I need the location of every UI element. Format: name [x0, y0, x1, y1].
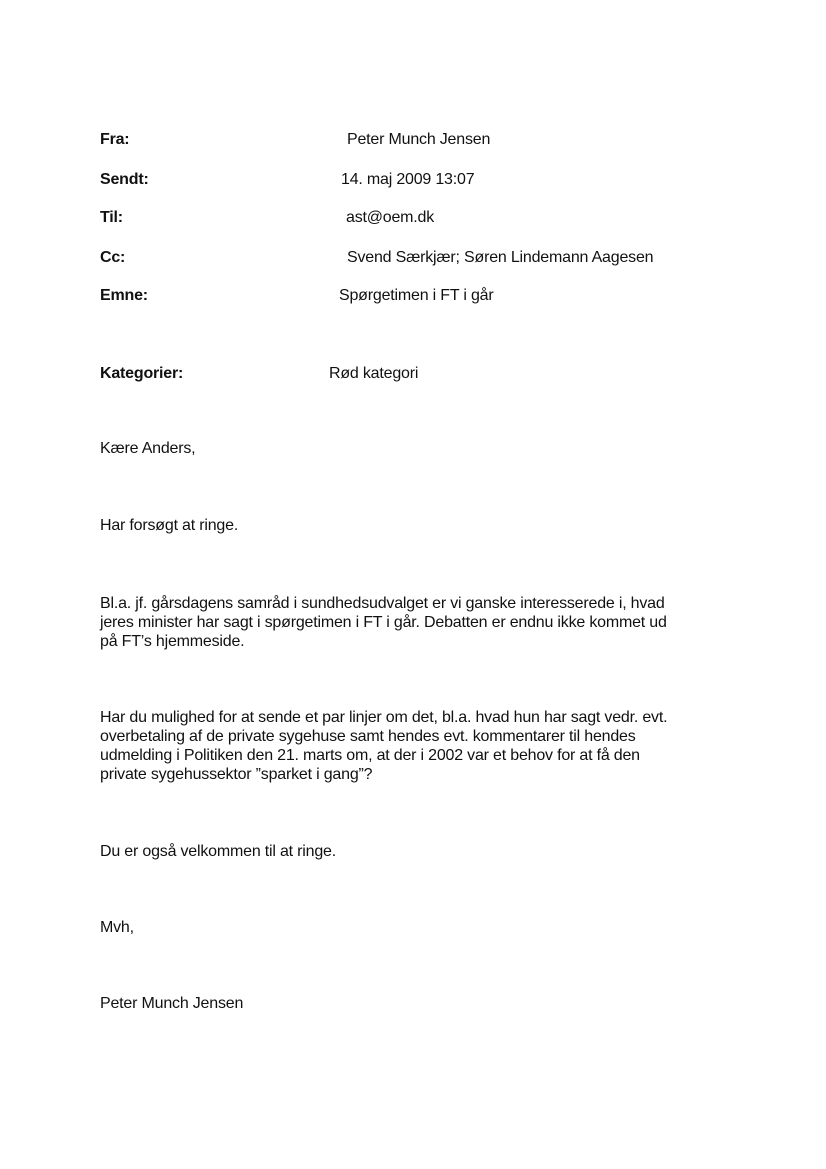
from-label: Fra: [100, 131, 130, 148]
cc-value: Svend Særkjær; Søren Lindemann Aagesen [347, 249, 654, 266]
paragraph-line: Bl.a. jf. gårsdagens samråd i sundhedsudvalget er vi ganske interesserede i, hvad [100, 595, 665, 612]
subject-value: Spørgetimen i FT i går [339, 287, 494, 304]
paragraph-line: overbetaling af de private sygehuse samt hendes evt. kommentarer til hendes [100, 728, 636, 745]
paragraph-question-context [100, 594, 740, 651]
paragraph-request [100, 708, 740, 784]
paragraph-line: Har du mulighed for at sende et par linjer om det, bl.a. hvad hun har sagt vedr. evt. [100, 709, 668, 726]
greeting: Kære Anders, [100, 440, 196, 457]
closing: Mvh, [100, 919, 134, 936]
cc-label: Cc: [100, 249, 126, 266]
paragraph-line: jeres minister har sagt i spørgetimen i FT i går. Debatten er endnu ikke kommet ud [100, 614, 667, 631]
categories-label: Kategorier: [100, 365, 184, 382]
subject-label: Emne: [100, 287, 148, 304]
to-label: Til: [100, 209, 123, 226]
paragraph-line: udmelding i Politiken den 21. marts om, at der i 2002 var et behov for at få den [100, 747, 640, 764]
paragraph-tried-calling: Har forsøgt at ringe. [100, 517, 239, 534]
categories-value: Rød kategori [329, 365, 419, 382]
sent-label: Sendt: [100, 171, 149, 188]
sent-value: 14. maj 2009 13:07 [341, 171, 475, 188]
paragraph-line: på FT’s hjemmeside. [100, 633, 245, 650]
to-value: ast@oem.dk [346, 209, 435, 226]
paragraph-line: private sygehussektor ”sparket i gang”? [100, 766, 373, 783]
from-value: Peter Munch Jensen [347, 131, 491, 148]
paragraph-welcome-call: Du er også velkommen til at ringe. [100, 843, 336, 860]
signature: Peter Munch Jensen [100, 995, 244, 1012]
